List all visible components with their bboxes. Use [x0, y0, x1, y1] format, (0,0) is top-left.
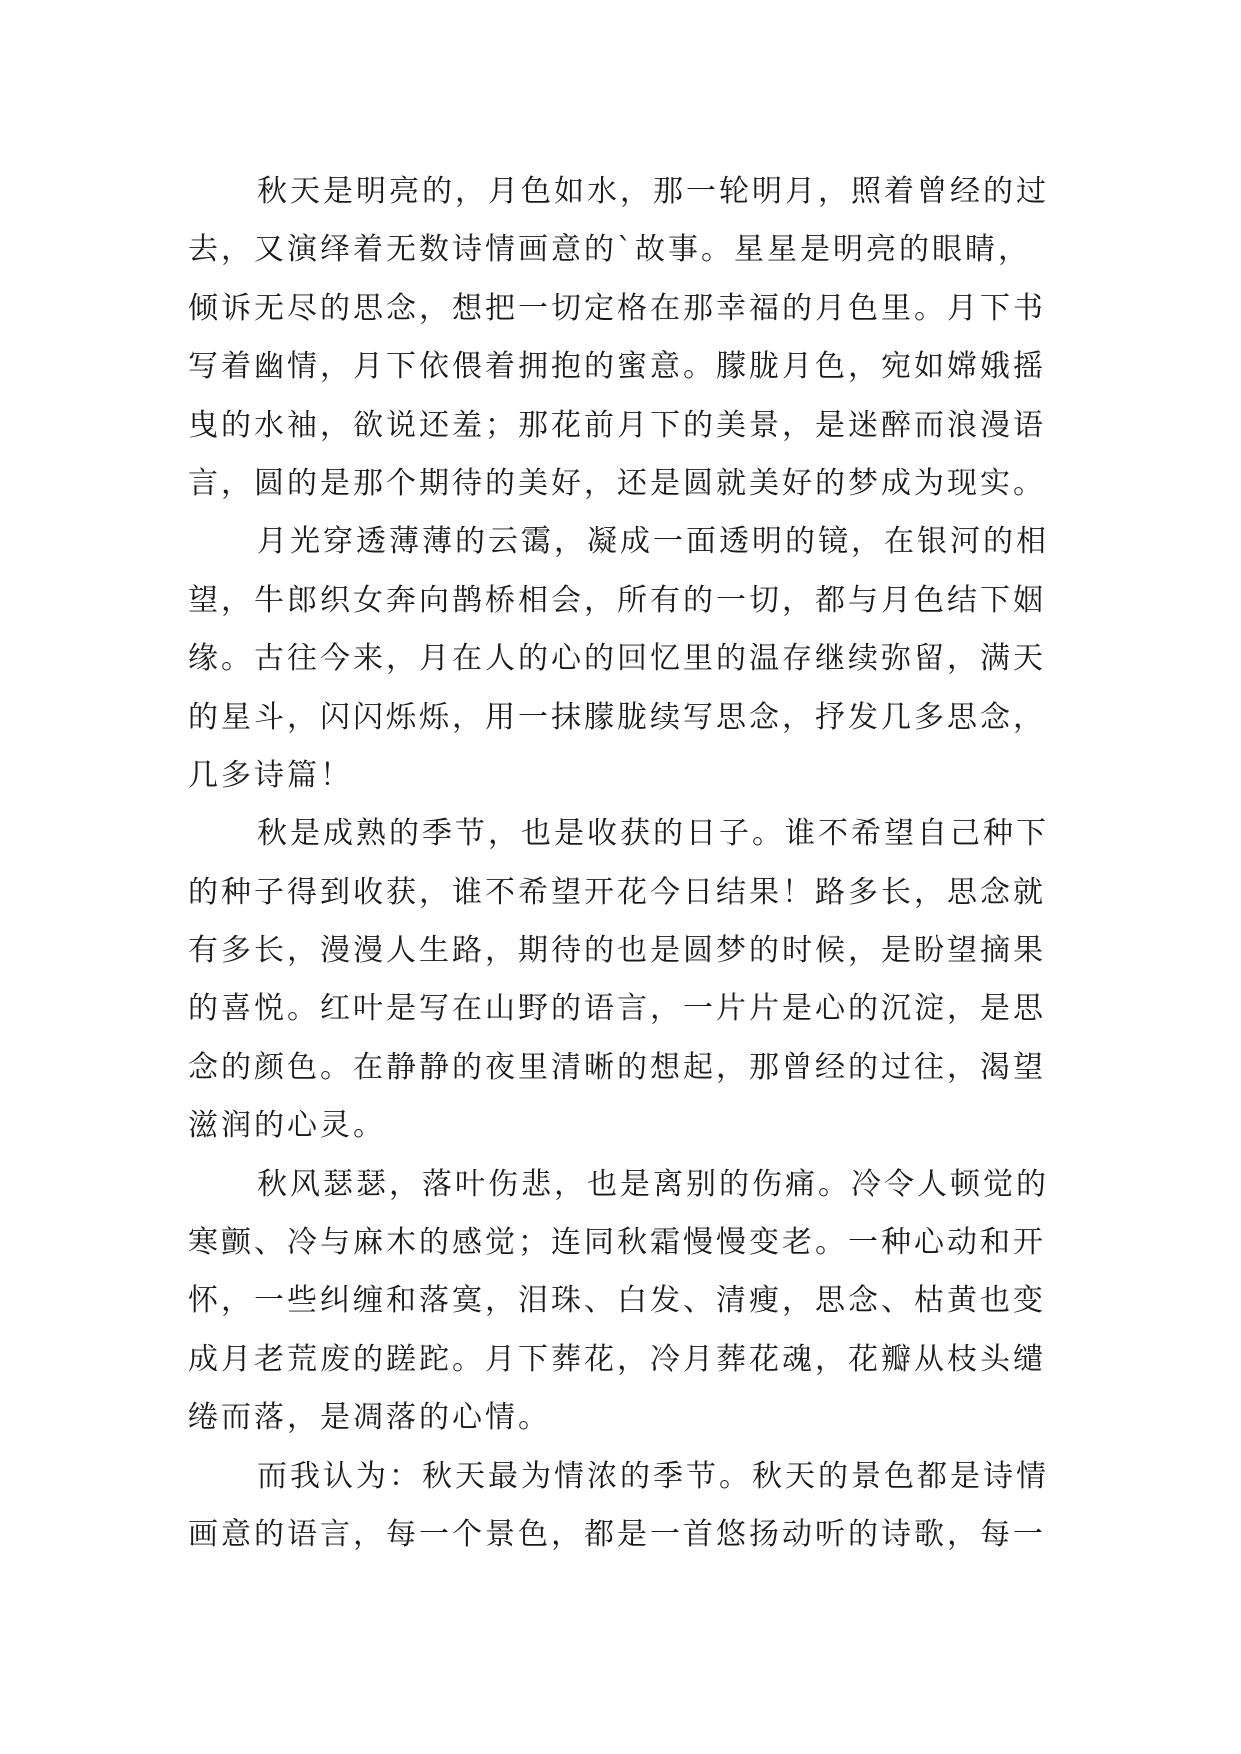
paragraph-4-line-5: 绻而落，是凋落的心情。 — [188, 1400, 551, 1436]
paragraph-3-line-6: 滋润的心灵。 — [188, 1108, 386, 1144]
paragraph-3-line-4: 的喜悦。红叶是写在山野的语言，一片片是心的沉淀，是思 — [188, 991, 1046, 1027]
paragraph-5-line-2: 画意的语言，每一个景色，都是一首悠扬动听的诗歌，每一 — [188, 1516, 1046, 1552]
paragraph-3-line-3: 有多长，漫漫人生路，期待的也是圆梦的时候，是盼望摘果 — [188, 933, 1046, 969]
paragraph-4-line-1: 秋风瑟瑟，落叶伤悲，也是离别的伤痛。冷令人顿觉的 — [257, 1166, 1049, 1202]
paragraph-4-line-3: 怀，一些纠缠和落寞，泪珠、白发、清瘦，思念、枯黄也变 — [188, 1283, 1046, 1319]
paragraph-2-line-5: 几多诗篇！ — [188, 757, 353, 793]
paragraph-1-line-4: 写着幽情，月下依偎着拥抱的蜜意。朦胧月色，宛如嫦娥摇 — [188, 349, 1046, 385]
paragraph-2-line-3: 缘。古往今来，月在人的心的回忆里的温存继续弥留，满天 — [188, 641, 1046, 677]
paragraph-1-line-1: 秋天是明亮的，月色如水，那一轮明月，照着曾经的过 — [257, 174, 1049, 209]
paragraph-3-line-5: 念的颜色。在静静的夜里清晰的想起，那曾经的过往，渴望 — [188, 1049, 1046, 1085]
paragraph-1-line-3: 倾诉无尽的思念，想把一切定格在那幸福的月色里。月下书 — [188, 290, 1046, 326]
paragraph-3-line-2: 的种子得到收获，谁不希望开花今日结果！路多长，思念就 — [188, 874, 1046, 910]
paragraph-4-line-2: 寒颤、冷与麻木的感觉；连同秋霜慢慢变老。一种心动和开 — [188, 1225, 1046, 1261]
paragraph-1-line-5: 曳的水袖，欲说还羞；那花前月下的美景，是迷醉而浪漫语 — [188, 407, 1046, 443]
paragraph-5-line-1: 而我认为：秋天最为情浓的季节。秋天的景色都是诗情 — [257, 1458, 1049, 1494]
paragraph-1-line-6: 言，圆的是那个期待的美好，还是圆就美好的梦成为现实。 — [188, 465, 1046, 501]
paragraph-2-line-1: 月光穿透薄薄的云霭，凝成一面透明的镜，在银河的相 — [257, 524, 1049, 560]
paragraph-3-line-1: 秋是成熟的季节，也是收获的日子。谁不希望自己种下 — [257, 816, 1049, 852]
paragraph-2-line-4: 的星斗，闪闪烁烁，用一抹朦胧续写思念，抒发几多思念， — [188, 699, 1046, 735]
body-text — [188, 163, 1058, 1564]
paragraph-1-line-2: 去，又演绎着无数诗情画意的`故事。星星是明亮的眼睛， — [188, 232, 1031, 268]
paragraph-2-line-2: 望，牛郎织女奔向鹊桥相会，所有的一切，都与月色结下姻 — [188, 582, 1046, 618]
paragraph-4-line-4: 成月老荒废的蹉跎。月下葬花，冷月葬花魂，花瓣从枝头缱 — [188, 1341, 1046, 1377]
